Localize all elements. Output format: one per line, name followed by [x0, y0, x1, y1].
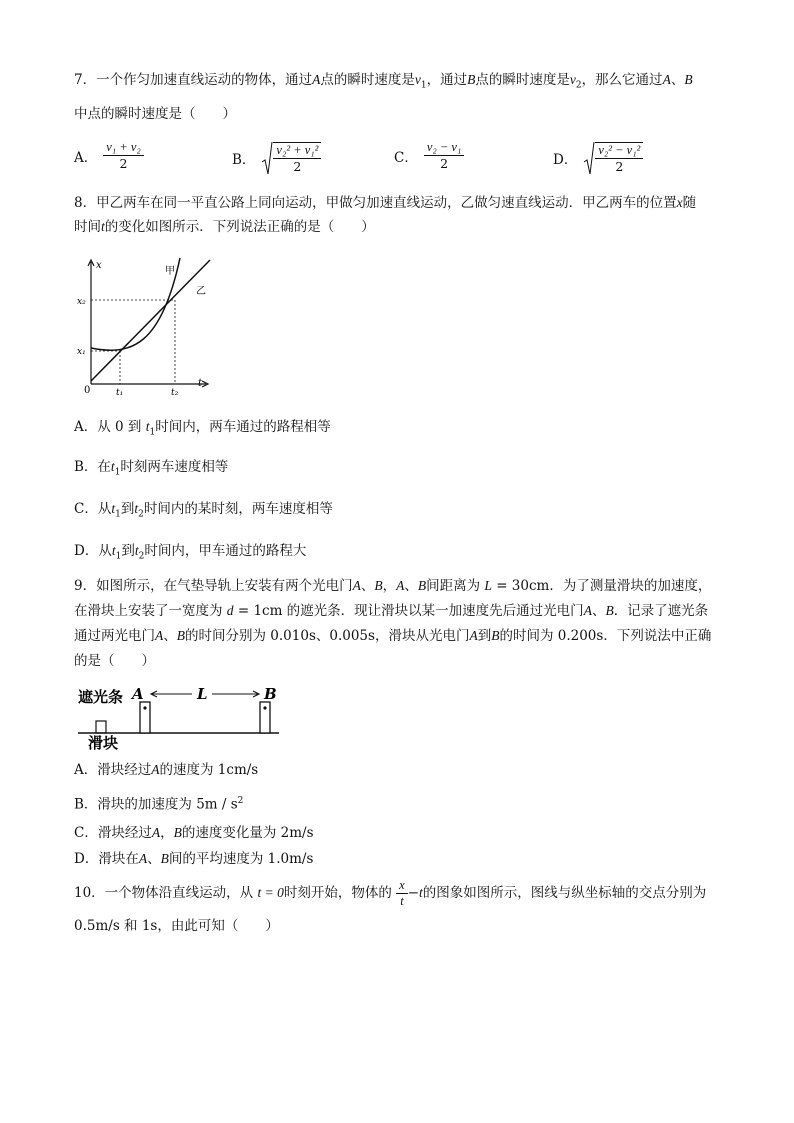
q7-stem-line1: 7．一个作匀加速直线运动的物体，通过A点的瞬时速度是$v_1$，通过B点的瞬时速度是$v_2$，那么它通过A、B	[74, 72, 693, 91]
x1-tick-label: x₁	[77, 347, 86, 357]
q9-option-a[interactable]: A．滑块经过A的速度为 1cm/s	[74, 762, 259, 778]
line-yi-label: 乙	[196, 286, 206, 297]
curve-jia-label: 甲	[165, 266, 175, 277]
gate-a-label: A	[132, 685, 144, 703]
q8-stem-line2: 时间t的变化如图所示．下列说法正确的是（ ）	[74, 219, 375, 235]
distance-label: L	[197, 685, 208, 703]
line-yi	[91, 260, 210, 381]
x-axis-label: t	[198, 378, 203, 389]
q9-air-track-figure	[74, 682, 286, 752]
q9-stem-line1: 9．如图所示，在气垫导轨上安装有两个光电门A、B，A、B间距离为 L = 30cm．为了测量滑块的加速度，	[74, 578, 712, 594]
q7-option-b-sqrt: $\frac{\text{v₂² + v₁²}}{2}$	[261, 140, 321, 176]
origin-label: 0	[84, 385, 91, 396]
y-axis-label: x	[96, 260, 102, 271]
q7-option-a-fraction: $\frac{\text{v₁ + v₂}}{2}$	[103, 140, 143, 171]
q8-option-b[interactable]: B．在$t_1$时刻两车速度相等	[74, 459, 229, 478]
gate-b-label: B	[264, 685, 277, 703]
slider-label: 滑块	[88, 734, 119, 752]
gate-a-sensor-icon	[143, 706, 146, 709]
q7-option-d-sqrt: $\frac{\text{v₂² − v₁²}}{2}$	[583, 140, 643, 176]
x2-tick-label: x₂	[77, 297, 86, 307]
q7-option-a[interactable]: A． $\frac{\text{v₁ + v₂}}{2}$	[74, 140, 144, 171]
q7-option-d[interactable]: D． $\frac{\text{v₂² − v₁²}}{2}$	[553, 140, 643, 176]
shading-strip-label: 遮光条	[78, 688, 124, 706]
q7-option-c-fraction: $\frac{\text{v₂ − v₁}}{2}$	[424, 140, 464, 171]
q9-stem-line2: 在滑块上安装了一宽度为 d = 1cm 的遮光条．现让滑块以某一加速度先后通过光电门A、B．记录了遮光条	[74, 603, 709, 619]
q8-option-a[interactable]: A．从 0 到 $t_1$时间内，两车通过的路程相等	[74, 419, 331, 438]
gate-b-sensor-icon	[263, 706, 266, 709]
q10-stem-line2: 0.5m/s 和 1s，由此可知（ ）	[74, 918, 279, 934]
q9-option-d[interactable]: D．滑块在A、B间的平均速度为 1.0m/s	[74, 851, 314, 867]
q8-option-c[interactable]: C．从$t_1$到$t_2$时间内的某时刻，两车速度相等	[74, 501, 333, 520]
t1-tick-label: t₁	[116, 388, 124, 396]
q8-stem-line1: 8．甲乙两车在同一平直公路上同向运动，甲做匀加速直线运动，乙做匀速直线运动．甲乙两车的位置x随	[74, 195, 697, 211]
radical-sign-icon	[261, 140, 273, 176]
q9-option-b[interactable]: B．滑块的加速度为 $5m / s^2$	[74, 796, 244, 813]
q8-option-d[interactable]: D．从$t_1$到$t_2$时间内，甲车通过的路程大	[74, 543, 307, 562]
q7-option-b[interactable]: B． $\frac{\text{v₂² + v₁²}}{2}$	[232, 140, 321, 176]
q10-stem-line1: 10．一个物体沿直线运动，从 t = 0时刻开始，物体的 $\frac{x}{t}$ −t的图象如图所示，图线与纵坐标轴的交点分别为	[74, 878, 707, 908]
q7-option-c[interactable]: C． $\frac{\text{v₂ − v₁}}{2}$	[394, 140, 464, 171]
q9-stem-line3: 通过两光电门A、B的时间分别为 0.010s、0.005s，滑块从光电门A到B的时间为 0.200s．下列说法中正确	[74, 628, 712, 644]
radical-sign-icon	[583, 140, 595, 176]
q9-option-c[interactable]: C．滑块经过A，B的速度变化量为 2m/s	[74, 825, 314, 841]
t2-tick-label: t₂	[171, 388, 179, 396]
q8-position-time-graph	[76, 254, 216, 396]
q9-stem-line4: 的是（ ）	[74, 653, 155, 669]
q10-x-over-t-fraction: $\frac{x}{t}$	[396, 878, 408, 909]
slider-block	[96, 721, 106, 733]
q7-stem-line2: 中点的瞬时速度是（ ）	[74, 106, 236, 122]
